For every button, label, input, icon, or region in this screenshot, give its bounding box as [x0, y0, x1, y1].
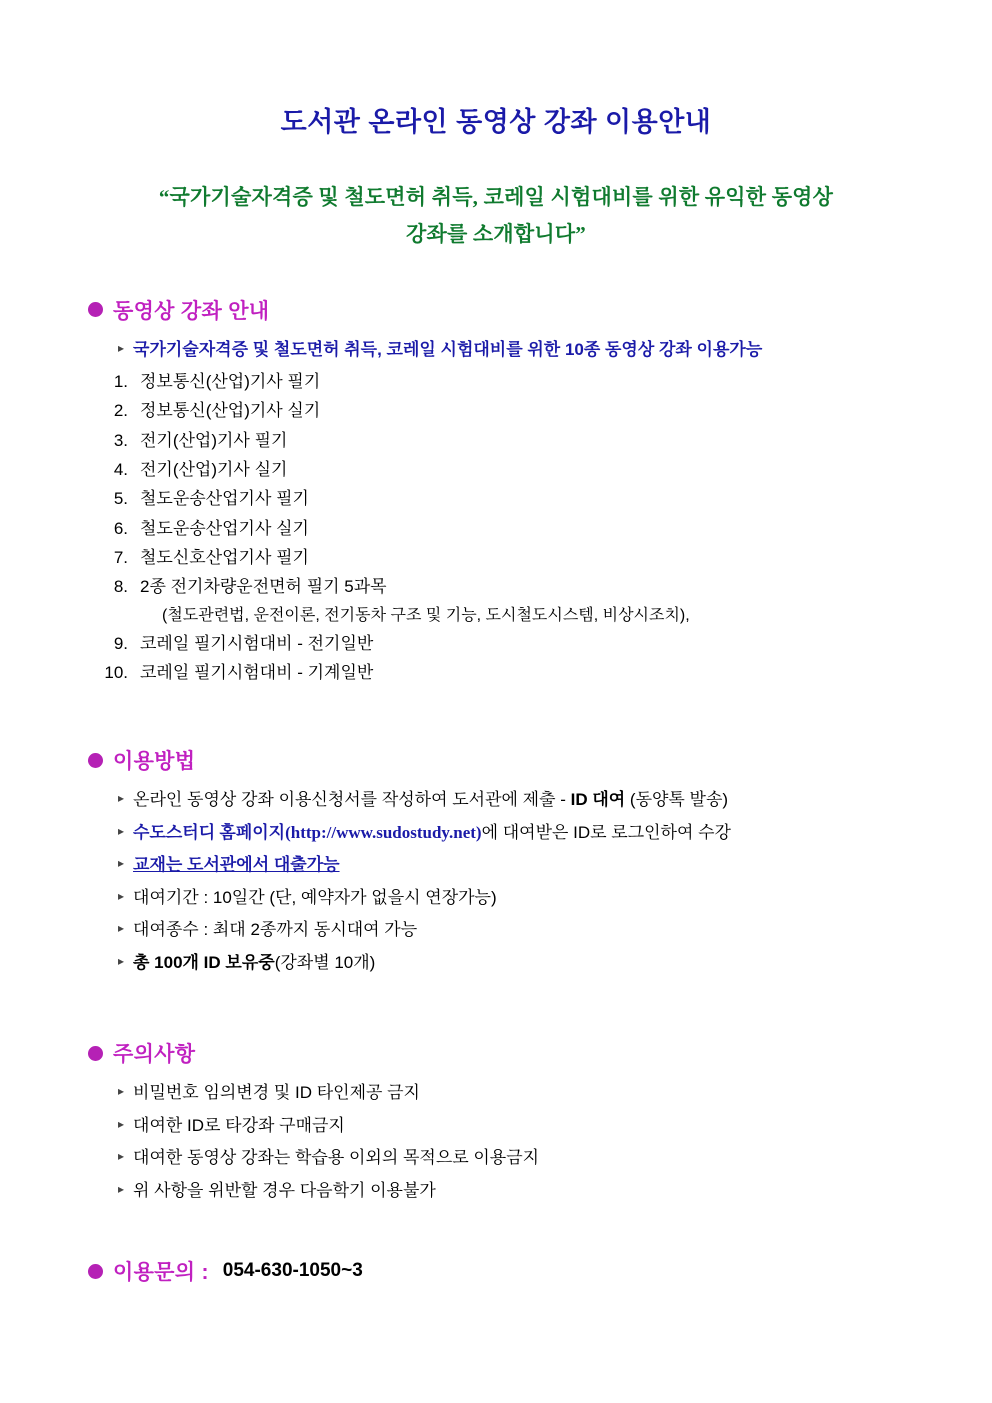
usage-line-2-text [133, 820, 731, 846]
subtitle-line-1: “국가기술자격증 및 철도면허 취득, 코레일 시험대비를 위한 유익한 동영상 [158, 185, 834, 209]
usage-line-4-text: 대여기간 : 10일간 (단, 예약자가 없을시 연장가능) [133, 887, 497, 907]
course-name: 정보통신(산업)기사 실기 [140, 401, 321, 421]
arrow-bullet-icon: ▸ [118, 1116, 125, 1131]
arrow-bullet-icon: ▸ [118, 1084, 125, 1099]
course-number: 1. [113, 372, 128, 391]
usage-line-6-part-b: (강좌별 10개) [274, 952, 376, 972]
list-item [70, 545, 922, 571]
bullet-dot-icon [88, 753, 103, 768]
list-item [70, 398, 922, 424]
list-item [70, 631, 922, 657]
note-line [118, 1145, 922, 1171]
usage-line-3-text: 교재는 도서관에서 대출가능 [133, 855, 340, 875]
course-subtext: (철도관련법, 운전이론, 전기동차 구조 및 기능, 도시철도시스템, 비상시조치), [162, 606, 690, 624]
usage-line-1-part-a: 온라인 동영상 강좌 이용신청서를 작성하여 도서관에 제출 - [133, 790, 571, 810]
course-number: 4. [113, 460, 128, 480]
contact-phone-number: 054-630-1050~3 [222, 1260, 363, 1282]
section-heading-courses [88, 295, 922, 325]
list-item [70, 369, 922, 395]
note-text: 위 사항을 위반할 경우 다음학기 이용불가 [133, 1180, 436, 1200]
usage-line-3 [118, 852, 922, 878]
section-spacer [70, 1210, 922, 1256]
sudostudy-link[interactable]: 수도스터디 홈페이지(http://www.sudostudy.net) [133, 822, 482, 842]
course-number: 3. [113, 430, 128, 450]
usage-line-4 [118, 885, 922, 911]
course-name: 2종 전기차량운전면허 필기 5과목 [140, 577, 387, 597]
section-title-usage: 이용방법 [113, 750, 196, 774]
bullet-dot-icon [88, 1264, 103, 1279]
arrow-bullet-icon: ▸ [118, 340, 125, 355]
list-item [70, 660, 922, 686]
usage-line-1-part-c: (동양톡 발송) [625, 790, 729, 810]
usage-line-6 [118, 950, 922, 976]
subtitle-line-2: 강좌를 소개합니다” [405, 221, 587, 246]
note-line [118, 1178, 922, 1204]
usage-line-1-text [133, 787, 728, 813]
course-number: 5. [113, 489, 128, 509]
course-number: 10. [104, 663, 128, 683]
note-line [118, 1113, 922, 1139]
note-line [118, 1080, 922, 1106]
course-name: 코레일 필기시험대비 - 기계일반 [140, 663, 374, 683]
arrow-bullet-icon: ▸ [118, 888, 125, 903]
arrow-bullet-icon: ▸ [118, 823, 125, 838]
usage-line-2-part-b: 에 대여받은 ID로 로그인하여 수강 [481, 822, 731, 842]
arrow-bullet-icon: ▸ [118, 1181, 125, 1196]
list-item [70, 574, 922, 600]
course-name: 철도운송산업기사 필기 [140, 489, 309, 509]
bullet-dot-icon [88, 302, 103, 317]
usage-line-1-part-b: ID 대여 [570, 790, 626, 810]
list-item [70, 516, 922, 542]
note-text: 대여한 ID로 타강좌 구매금지 [133, 1115, 345, 1135]
usage-line-5 [118, 917, 922, 943]
list-item [70, 486, 922, 512]
section-title-notes: 주의사항 [113, 1043, 196, 1067]
course-number: 9. [113, 633, 128, 653]
usage-line-1 [118, 787, 922, 813]
courses-lead-text: 국가기술자격증 및 철도면허 취득, 코레일 시험대비를 위한 10종 동영상 강좌 이용가능 [133, 339, 763, 359]
section-spacer [70, 689, 922, 745]
arrow-bullet-icon: ▸ [118, 921, 125, 936]
course-name: 코레일 필기시험대비 - 전기일반 [140, 633, 374, 653]
page-title: 도서관 온라인 동영상 강좌 이용안내 [280, 107, 712, 137]
course-number: 6. [113, 518, 128, 538]
course-number: 7. [113, 548, 128, 568]
section-title-contact: 이용문의 : [113, 1261, 209, 1285]
course-name: 철도신호산업기사 필기 [140, 548, 309, 568]
section-spacer [70, 982, 922, 1038]
course-number: 8. [113, 577, 128, 597]
usage-line-6-part-a: 총 100개 ID 보유중 [133, 952, 275, 972]
list-item [70, 428, 922, 454]
course-name: 철도운송산업기사 실기 [140, 518, 309, 538]
arrow-bullet-icon: ▸ [118, 791, 125, 806]
section-heading-notes [88, 1038, 922, 1068]
arrow-bullet-icon: ▸ [118, 1149, 125, 1164]
section-title-courses: 동영상 강좌 안내 [113, 299, 270, 323]
usage-line-2 [118, 820, 922, 846]
note-text: 비밀번호 임의변경 및 ID 타인제공 금지 [133, 1083, 420, 1103]
course-name: 정보통신(산업)기사 필기 [140, 372, 321, 391]
course-name: 전기(산업)기사 필기 [140, 430, 288, 450]
section-heading-usage [88, 745, 922, 775]
arrow-bullet-icon: ▸ [118, 856, 125, 871]
courses-lead-line [118, 337, 922, 363]
list-item [70, 457, 922, 483]
note-text: 대여한 동영상 강좌는 학습용 이외의 목적으로 이용금지 [133, 1148, 540, 1168]
course-name: 전기(산업)기사 실기 [140, 460, 288, 480]
document-subtitle [96, 179, 896, 253]
arrow-bullet-icon: ▸ [118, 953, 125, 968]
usage-line-6-text [133, 950, 375, 976]
course-list [70, 369, 922, 686]
usage-line-5-text: 대여종수 : 최대 2종까지 동시대여 가능 [133, 920, 418, 940]
course-number: 2. [113, 401, 128, 421]
bullet-dot-icon [88, 1046, 103, 1061]
section-heading-contact [88, 1256, 922, 1286]
